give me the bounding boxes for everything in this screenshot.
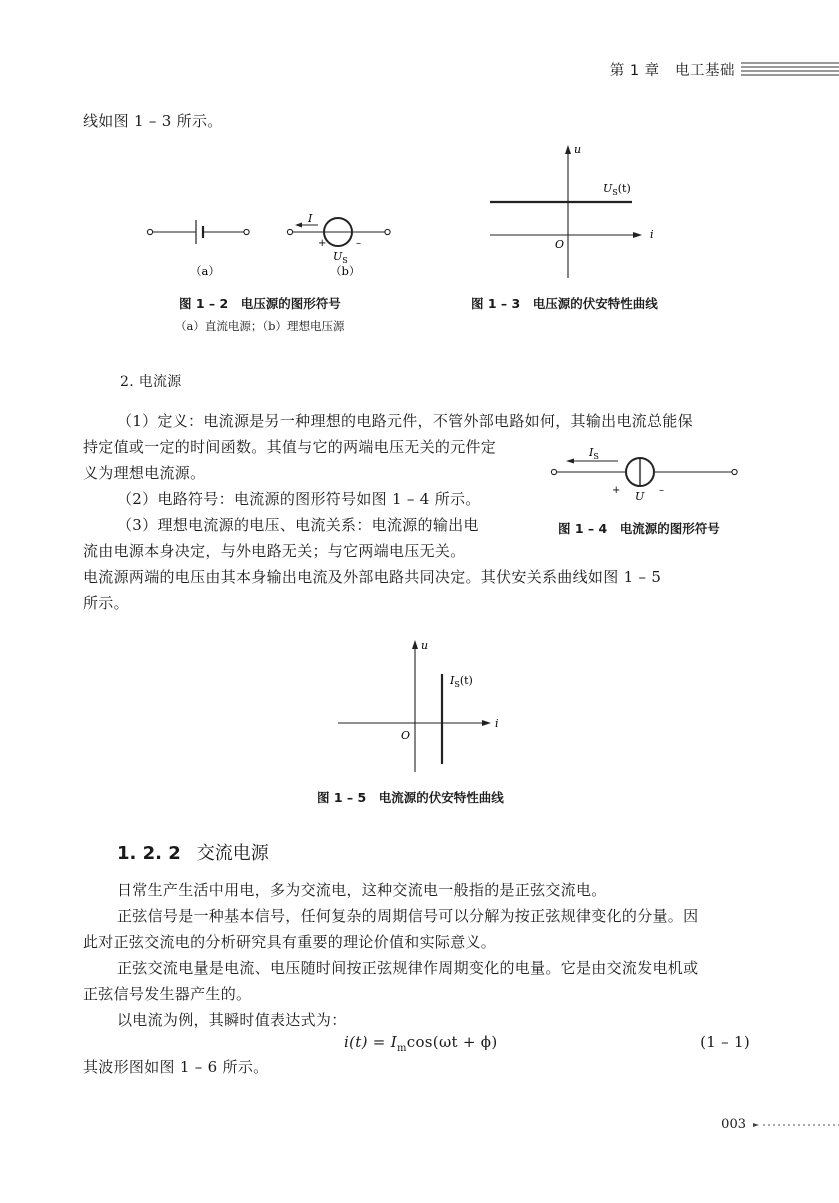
ac-para1: 日常生产生活中用电，多为交流电，这种交流电一般指的是正弦交流电。: [117, 881, 607, 899]
para3-line4: 所示。: [83, 594, 129, 612]
ac-para2-line2: 此对正弦交流电的分析研究具有重要的理论价值和实际意义。: [83, 933, 497, 951]
ac-para2-line1: 正弦信号是一种基本信号，任何复杂的周期信号可以分解为按正弦规律变化的分量。因: [117, 907, 699, 925]
fig1-2-caption: 图 1 – 2 电压源的图形符号: [179, 296, 341, 311]
para3-line1: （3）理想电流源的电压、电流关系：电流源的输出电: [117, 516, 479, 534]
figure-1-5: [333, 632, 513, 777]
ac-para3-line2: 正弦信号发生器产生的。: [83, 985, 252, 1003]
label-a: （a）: [190, 264, 220, 278]
fig1-5-origin: O: [401, 729, 411, 742]
para1-line1: （1）定义：电流源是另一种理想的电路元件，不管外部电路如何，其输出电流总能保: [117, 412, 693, 430]
fig1-5-axis-u: u: [421, 639, 429, 652]
minus-sign: –: [356, 238, 361, 249]
figure-1-2: [140, 200, 400, 285]
equation-subscript: m: [396, 1043, 407, 1054]
page-number-dotted-rule: [753, 1123, 839, 1127]
para1-line3: 义为理想电流源。: [83, 464, 206, 482]
equation-lhs: i(t) = I: [344, 1033, 397, 1051]
plus-sign: +: [318, 238, 327, 249]
closing-line: 其波形图如图 1 – 6 所示。: [83, 1058, 269, 1076]
ac-para4: 以电流为例，其瞬时值表达式为：: [117, 1011, 347, 1029]
page-number: 003: [721, 1117, 746, 1132]
fig1-5-axis-i: i: [495, 717, 499, 730]
fig1-5-curve-label: $I_S(t)$: [450, 674, 473, 689]
fig1-5-caption: 图 1 – 5 电流源的伏安特性曲线: [317, 790, 504, 805]
label-b: （b）: [330, 264, 361, 278]
equation-number: (1 – 1): [700, 1033, 750, 1051]
source-label: $U_S$: [333, 250, 348, 265]
section2-title: 2. 电流源: [120, 374, 182, 390]
fig1-4-current-label: $I_S$: [589, 446, 599, 461]
para3-line2: 流由电源本身决定，与外电路无关；与它两端电压无关。: [83, 542, 466, 560]
equation: [344, 1032, 498, 1059]
axis-u-label: u: [574, 143, 582, 156]
figure-1-3: [485, 140, 675, 285]
curve-label: $U_S(t)$: [603, 182, 631, 197]
fig1-4-caption: 图 1 – 4 电流源的图形符号: [558, 521, 720, 536]
current-label-I: I: [308, 212, 313, 225]
fig1-4-voltage-label: U: [635, 490, 645, 503]
intro-line: 线如图 1 – 3 所示。: [83, 112, 223, 130]
fig1-2-subcaption: （a）直流电源；（b）理想电压源: [175, 319, 345, 333]
equation-rhs: cos(ωt + ϕ): [406, 1033, 498, 1051]
figure-1-4: [540, 442, 750, 504]
header-chapter: 第 1 章: [609, 63, 660, 79]
axis-i-label: i: [650, 228, 654, 241]
section-title: 交流电源: [196, 843, 269, 864]
fig1-4-minus: –: [659, 485, 664, 496]
running-header: [610, 59, 735, 80]
para3-line3: 电流源两端的电压由其本身输出电流及外部电路共同决定。其伏安关系曲线如图 1 – 5: [83, 568, 662, 586]
header-rule-lines: [741, 61, 839, 77]
section-number: 1. 2. 2: [117, 843, 181, 864]
fig1-3-caption: 图 1 – 3 电压源的伏安特性曲线: [471, 296, 658, 311]
header-title: 电工基础: [675, 63, 735, 79]
fig1-4-plus: +: [612, 485, 621, 496]
para1-line2: 持定值或一定的时间函数。其值与它的两端电压无关的元件定: [83, 438, 497, 456]
ac-para3-line1: 正弦交流电量是电流、电压随时间按正弦规律作周期变化的电量。它是由交流发电机或: [117, 959, 699, 977]
section-heading-1-2-2: [117, 839, 269, 865]
origin-label: O: [555, 238, 565, 251]
para2: （2）电路符号：电流源的图形符号如图 1 – 4 所示。: [117, 490, 481, 508]
